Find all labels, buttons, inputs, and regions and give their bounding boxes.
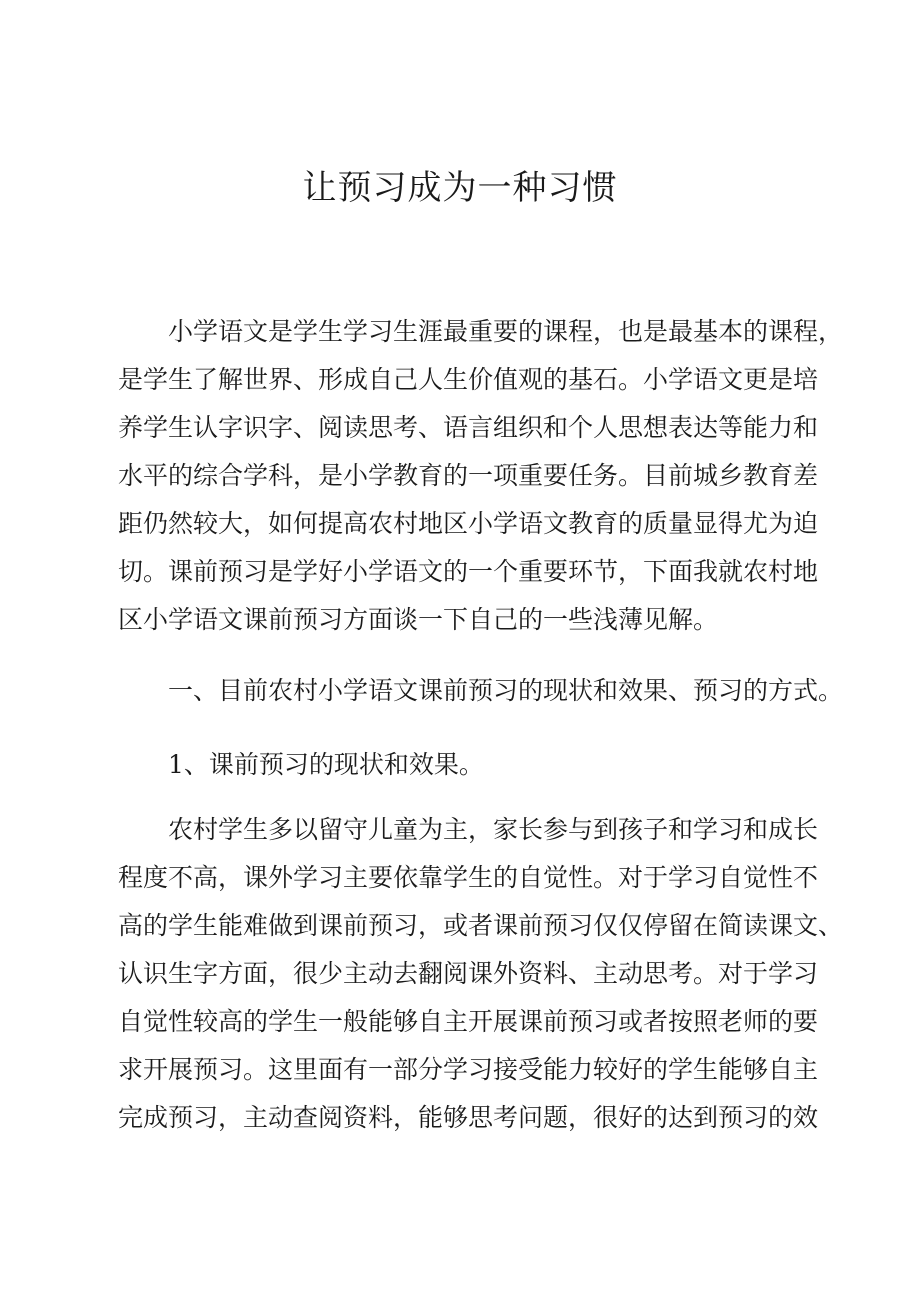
paragraph1-line-5: 距仍然较大，如何提高农村地区小学语文教育的质量显得尤为迫: [118, 509, 819, 538]
section-heading-1: 一、目前农村小学语文课前预习的现状和效果、预习的方式。: [168, 676, 844, 705]
paragraph1-line-3: 养学生认字识字、阅读思考、语言组织和个人思想表达等能力和: [118, 413, 819, 442]
paragraph2-line-2: 程度不高，课外学习主要依靠学生的自觉性。对于学习自觉性不: [118, 863, 819, 892]
paragraph2-line-5: 自觉性较高的学生一般能够自主开展课前预习或者按照老师的要: [118, 1007, 819, 1036]
paragraph1-line-7: 区小学语文课前预习方面谈一下自己的一些浅薄见解。: [118, 605, 719, 634]
document-title: 让预习成为一种习惯: [302, 168, 618, 208]
paragraph2-line-4: 认识生字方面，很少主动去翻阅课外资料、主动思考。对于学习: [118, 959, 819, 988]
paragraph2-line-1: 农村学生多以留守儿童为主，家长参与到孩子和学习和成长: [168, 815, 819, 844]
section-heading-2: 1、课前预习的现状和效果。: [168, 750, 484, 779]
paragraph1-line-2: 是学生了解世界、形成自己人生价值观的基石。小学语文更是培: [118, 365, 819, 394]
paragraph1-line-6: 切。课前预习是学好小学语文的一个重要环节，下面我就农村地: [118, 557, 819, 586]
paragraph2-line-6: 求开展预习。这里面有一部分学习接受能力较好的学生能够自主: [118, 1055, 819, 1084]
paragraph2-line-3: 高的学生能难做到课前预习，或者课前预习仅仅停留在简读课文、: [118, 911, 844, 940]
paragraph1-line-1: 小学语文是学生学习生涯最重要的课程，也是最基本的课程，: [168, 317, 844, 346]
paragraph2-line-7: 完成预习，主动查阅资料，能够思考问题，很好的达到预习的效: [118, 1103, 819, 1132]
paragraph1-line-4: 水平的综合学科，是小学教育的一项重要任务。目前城乡教育差: [118, 461, 819, 490]
